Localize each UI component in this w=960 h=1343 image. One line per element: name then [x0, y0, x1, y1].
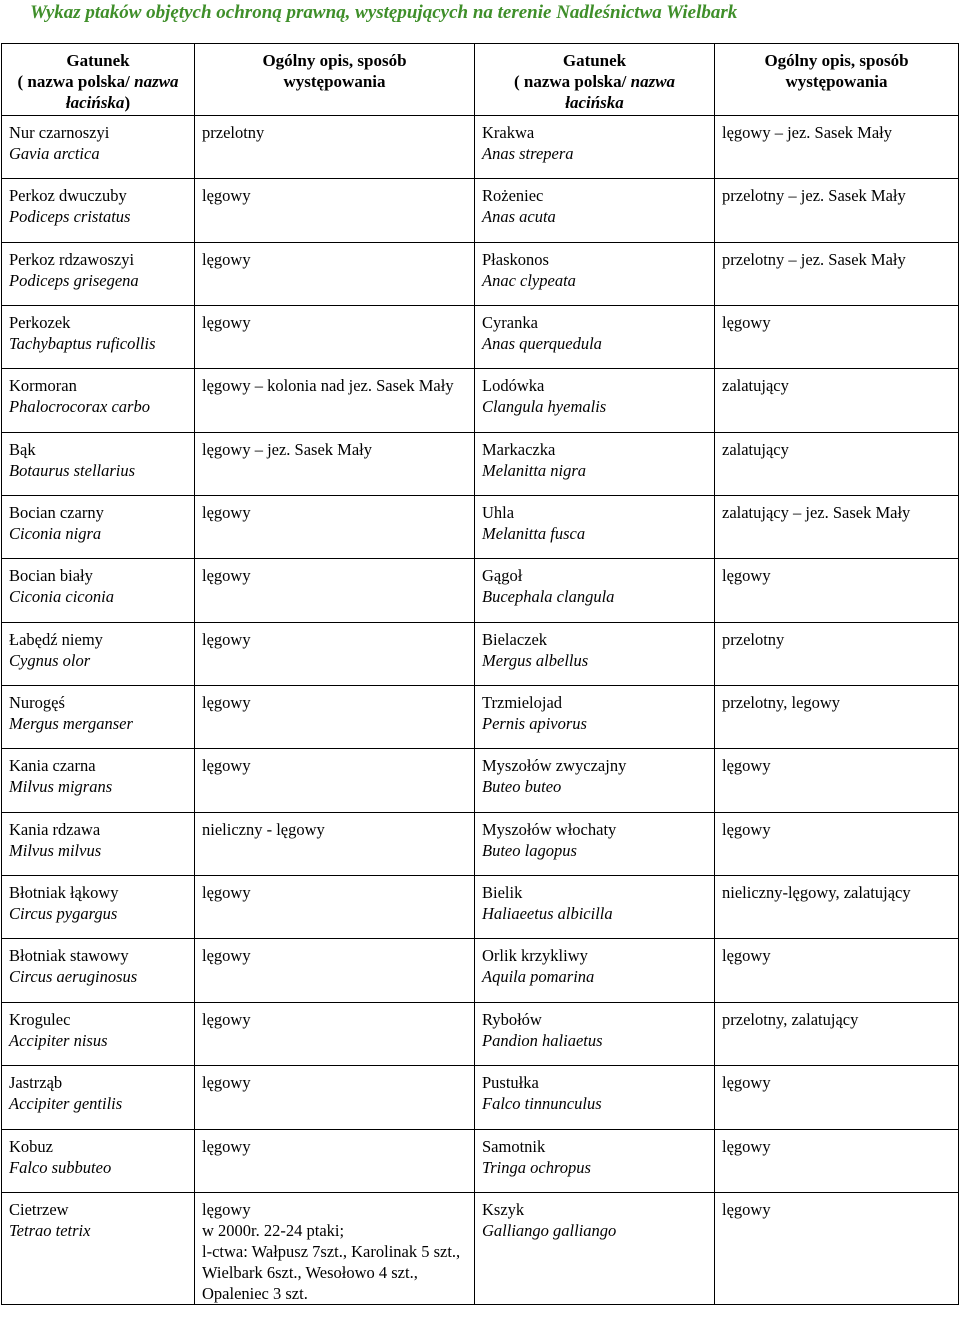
latin-name: Cygnus olor: [9, 650, 91, 670]
right-species-cell: [475, 686, 715, 749]
left-species-cell: [2, 306, 195, 369]
right-species-cell: [475, 1192, 715, 1304]
polish-name: Bocian biały: [9, 566, 93, 586]
table-row: [2, 812, 959, 875]
right-description-cell: [715, 622, 959, 685]
left-description-cell: [195, 1002, 475, 1065]
latin-name: Bucephala clangula: [482, 587, 615, 607]
population-note: w 2000r. 22-24 ptaki;: [202, 1220, 345, 1240]
right-description-cell: [715, 1002, 959, 1065]
occurrence-description: lęgowy: [202, 249, 251, 269]
latin-name: Milvus milvus: [9, 840, 102, 860]
page-title: Wykaz ptaków objętych ochroną prawną, występujących na terenie Nadleśnictwa Wielbark: [30, 2, 738, 23]
latin-name: Buteo buteo: [482, 777, 562, 797]
latin-name: Circus aeruginosus: [9, 967, 138, 987]
right-species-cell: [475, 306, 715, 369]
left-species-cell: [2, 812, 195, 875]
left-description-cell: [195, 242, 475, 305]
polish-name: Błotniak stawowy: [9, 946, 129, 966]
table-header-row: [2, 44, 959, 116]
left-species-cell: [2, 1002, 195, 1065]
bird-species-table: [1, 43, 959, 1305]
left-description-cell: [195, 1129, 475, 1192]
polish-name: Markaczka: [482, 439, 556, 459]
occurrence-description: lęgowy – kolonia nad jez. Sasek Mały: [202, 376, 454, 396]
right-description-cell: [715, 1192, 959, 1304]
latin-name: Tetrao tetrix: [9, 1220, 91, 1240]
latin-name: Mergus albellus: [482, 650, 589, 670]
latin-name: Accipiter gentilis: [9, 1094, 123, 1114]
occurrence-description: lęgowy: [722, 1073, 771, 1093]
header-description-left: Ogólny opis, sposób występowania: [195, 44, 475, 116]
left-species-cell: [2, 116, 195, 179]
latin-name: Falco subbuteo: [9, 1157, 112, 1177]
latin-name: Ciconia ciconia: [9, 587, 114, 607]
right-description-cell: [715, 306, 959, 369]
right-species-cell: [475, 1066, 715, 1129]
polish-name: Uhla: [482, 503, 515, 523]
occurrence-description: zalatujący: [722, 376, 789, 396]
polish-name: Pustułka: [482, 1073, 539, 1093]
header-description-right: Ogólny opis, sposób występowania: [715, 44, 959, 116]
polish-name: Bąk: [9, 439, 36, 459]
polish-name: Perkoz dwuczuby: [9, 186, 127, 206]
table-row: [2, 179, 959, 242]
occurrence-description: przelotny, legowy: [722, 693, 841, 713]
left-description-cell: [195, 622, 475, 685]
left-species-cell: [2, 876, 195, 939]
right-description-cell: [715, 242, 959, 305]
latin-name: Galliango galliango: [482, 1220, 617, 1240]
population-note: l-ctwa: Wałpusz 7szt., Karolinak 5 szt., Wielbark 6szt., Wesołowo 4 szt., Opaleniec 3 szt.: [202, 1241, 461, 1303]
occurrence-description: lęgowy – jez. Sasek Mały: [202, 439, 373, 459]
left-species-cell: [2, 1192, 195, 1304]
table-row: [2, 939, 959, 1002]
header-species-label: Gatunek: [66, 51, 130, 70]
header-species-label: Gatunek: [562, 51, 627, 70]
left-species-cell: [2, 1129, 195, 1192]
right-species-cell: [475, 179, 715, 242]
occurrence-description: zalatujący – jez. Sasek Mały: [722, 503, 911, 523]
occurrence-description: nieliczny-lęgowy, zalatujący: [722, 883, 911, 903]
right-species-cell: [475, 749, 715, 812]
left-species-cell: [2, 432, 195, 495]
polish-name: Łabędź niemy: [9, 629, 103, 649]
header-species-left: [2, 44, 195, 116]
occurrence-description: lęgowy: [202, 1199, 251, 1219]
occurrence-description: przelotny – jez. Sasek Mały: [722, 186, 906, 206]
left-species-cell: [2, 179, 195, 242]
latin-name: Tringa ochropus: [482, 1157, 591, 1177]
left-species-cell: [2, 369, 195, 432]
table-row: [2, 559, 959, 622]
polish-name: Kobuz: [9, 1136, 53, 1156]
occurrence-description: zalatujący: [722, 439, 789, 459]
right-description-cell: [715, 1129, 959, 1192]
polish-name: Orlik krzykliwy: [482, 946, 588, 966]
latin-name: Melanitta fusca: [482, 524, 586, 544]
right-description-cell: [715, 179, 959, 242]
latin-name: Podiceps grisegena: [9, 270, 139, 290]
polish-name: Perkozek: [9, 313, 71, 333]
left-species-cell: [2, 559, 195, 622]
latin-name: Anas querquedula: [482, 334, 602, 354]
right-description-cell: [715, 686, 959, 749]
occurrence-description: lęgowy: [202, 186, 251, 206]
polish-name: Rożeniec: [482, 186, 544, 206]
occurrence-description: przelotny, zalatujący: [722, 1009, 859, 1029]
left-species-cell: [2, 242, 195, 305]
polish-name: Kormoran: [9, 376, 77, 396]
left-description-cell: [195, 306, 475, 369]
latin-name: Pandion haliaetus: [482, 1030, 603, 1050]
polish-name: Samotnik: [482, 1136, 546, 1156]
occurrence-description: lęgowy: [202, 629, 251, 649]
polish-name: Myszołów zwyczajny: [482, 756, 627, 776]
table-row: [2, 749, 959, 812]
table-row: [2, 1002, 959, 1065]
table-row: [2, 432, 959, 495]
latin-name: Anas acuta: [482, 207, 556, 227]
right-description-cell: [715, 496, 959, 559]
polish-name: Kania czarna: [9, 756, 96, 776]
occurrence-description: przelotny: [202, 123, 265, 142]
right-species-cell: [475, 1002, 715, 1065]
occurrence-description: lęgowy: [202, 693, 251, 713]
latin-name: Accipiter nisus: [9, 1030, 108, 1050]
latin-name: Mergus merganser: [9, 714, 133, 734]
left-description-cell: [195, 812, 475, 875]
right-description-cell: [715, 432, 959, 495]
occurrence-description: lęgowy: [202, 946, 251, 966]
latin-name: Gavia arctica: [9, 144, 100, 163]
polish-name: Nurogęś: [9, 693, 65, 713]
polish-name: Błotniak łąkowy: [9, 883, 119, 903]
latin-name: Aquila pomarina: [482, 967, 595, 987]
table-row: [2, 116, 959, 179]
latin-name: Anas strepera: [482, 144, 574, 163]
left-description-cell: [195, 1192, 475, 1304]
polish-name: Krogulec: [9, 1009, 71, 1029]
table-row: [2, 622, 959, 685]
latin-name: Phalocrocorax carbo: [9, 397, 150, 417]
latin-name: Clangula hyemalis: [482, 397, 607, 417]
left-species-cell: [2, 622, 195, 685]
right-description-cell: [715, 939, 959, 1002]
occurrence-description: lęgowy: [722, 566, 771, 586]
header-species-right: [475, 44, 715, 116]
right-species-cell: [475, 116, 715, 179]
latin-name: Milvus migrans: [9, 777, 113, 797]
polish-name: Kszyk: [482, 1199, 525, 1219]
right-species-cell: [475, 242, 715, 305]
right-species-cell: [475, 559, 715, 622]
occurrence-description: przelotny – jez. Sasek Mały: [722, 249, 906, 269]
left-species-cell: [2, 1066, 195, 1129]
polish-name: Bielaczek: [482, 629, 548, 649]
occurrence-description: lęgowy: [202, 1073, 251, 1093]
polish-name: Gągoł: [482, 566, 523, 586]
occurrence-description: lęgowy: [202, 313, 251, 333]
latin-name: Melanitta nigra: [482, 460, 587, 480]
table-row: [2, 369, 959, 432]
latin-name: Pernis apivorus: [482, 714, 587, 734]
left-description-cell: [195, 496, 475, 559]
right-species-cell: [475, 939, 715, 1002]
polish-name: Rybołów: [482, 1009, 542, 1029]
right-description-cell: [715, 559, 959, 622]
latin-name: Haliaeetus albicilla: [482, 904, 613, 924]
left-description-cell: [195, 559, 475, 622]
right-description-cell: [715, 1066, 959, 1129]
occurrence-description: przelotny: [722, 629, 785, 649]
occurrence-description: lęgowy: [202, 1009, 251, 1029]
polish-name: Nur czarnoszyi: [9, 123, 110, 142]
left-description-cell: [195, 876, 475, 939]
right-species-cell: [475, 1129, 715, 1192]
polish-name: Cietrzew: [9, 1199, 69, 1219]
right-species-cell: [475, 876, 715, 939]
latin-name: Anac clypeata: [482, 270, 576, 290]
latin-name: Tachybaptus ruficollis: [9, 334, 156, 354]
right-species-cell: [475, 496, 715, 559]
left-species-cell: [2, 496, 195, 559]
polish-name: Cyranka: [482, 313, 538, 333]
right-description-cell: [715, 812, 959, 875]
table-row: [2, 686, 959, 749]
latin-name: Circus pygargus: [9, 904, 118, 924]
polish-name: Myszołów włochaty: [482, 819, 617, 839]
left-description-cell: [195, 432, 475, 495]
polish-name: Lodówka: [482, 376, 545, 396]
left-description-cell: [195, 686, 475, 749]
table-row: [2, 1192, 959, 1304]
latin-name: Falco tinnunculus: [482, 1094, 602, 1114]
occurrence-description: lęgowy: [202, 756, 251, 776]
table-row: [2, 496, 959, 559]
latin-name: Podiceps cristatus: [9, 207, 131, 227]
left-species-cell: [2, 939, 195, 1002]
left-description-cell: [195, 179, 475, 242]
left-description-cell: [195, 369, 475, 432]
left-species-cell: [2, 686, 195, 749]
polish-name: Kania rdzawa: [9, 819, 101, 839]
occurrence-description: lęgowy: [722, 1136, 771, 1156]
right-species-cell: [475, 432, 715, 495]
right-description-cell: [715, 369, 959, 432]
table-row: [2, 306, 959, 369]
table-row: [2, 1129, 959, 1192]
occurrence-description: lęgowy: [722, 313, 771, 333]
table-row: [2, 876, 959, 939]
occurrence-description: lęgowy – jez. Sasek Mały: [722, 123, 893, 142]
polish-name: Trzmielojad: [482, 693, 563, 713]
occurrence-description: lęgowy: [722, 819, 771, 839]
polish-name: Perkoz rdzawoszyi: [9, 249, 135, 269]
header-species-subtitle: ( nazwa polska/ nazwa łacińska: [513, 72, 676, 112]
occurrence-description: lęgowy: [202, 503, 251, 523]
occurrence-description: lęgowy: [202, 883, 251, 903]
right-species-cell: [475, 622, 715, 685]
occurrence-description: lęgowy: [722, 1199, 771, 1219]
latin-name: Buteo lagopus: [482, 840, 577, 860]
latin-name: Ciconia nigra: [9, 524, 102, 544]
polish-name: Bocian czarny: [9, 503, 104, 523]
polish-name: Krakwa: [482, 123, 535, 142]
table-row: [2, 1066, 959, 1129]
polish-name: Jastrząb: [9, 1073, 63, 1093]
left-description-cell: [195, 749, 475, 812]
occurrence-description: lęgowy: [202, 1136, 251, 1156]
polish-name: Bielik: [482, 883, 523, 903]
occurrence-description: lęgowy: [722, 756, 771, 776]
right-species-cell: [475, 812, 715, 875]
occurrence-description: lęgowy: [722, 946, 771, 966]
right-description-cell: [715, 116, 959, 179]
left-description-cell: [195, 1066, 475, 1129]
latin-name: Botaurus stellarius: [9, 460, 136, 480]
left-species-cell: [2, 749, 195, 812]
polish-name: Płaskonos: [482, 249, 549, 269]
left-description-cell: [195, 939, 475, 1002]
occurrence-description: lęgowy: [202, 566, 251, 586]
right-description-cell: [715, 749, 959, 812]
occurrence-description: nieliczny - lęgowy: [202, 819, 325, 839]
table-row: [2, 242, 959, 305]
right-species-cell: [475, 369, 715, 432]
right-description-cell: [715, 876, 959, 939]
left-description-cell: [195, 116, 475, 179]
header-species-subtitle: ( nazwa polska/ nazwa łacińska): [17, 72, 179, 112]
